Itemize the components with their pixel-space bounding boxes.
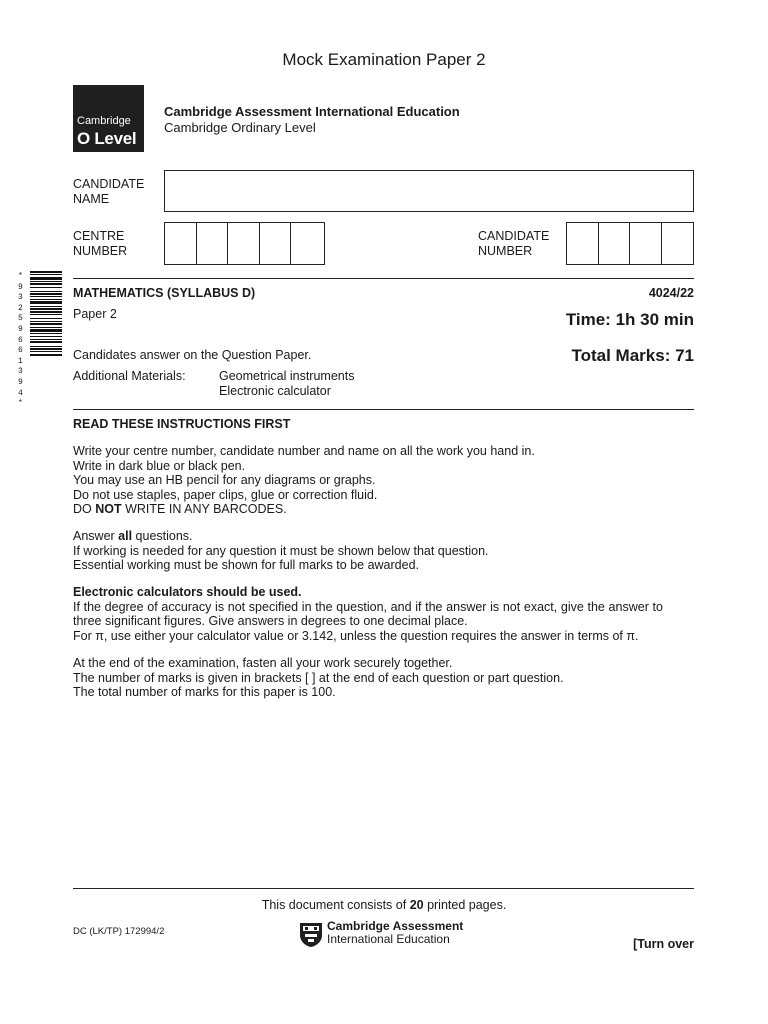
- instruction-line: three significant figures. Give answers in degrees to one decimal place.: [73, 614, 468, 629]
- divider: [73, 278, 694, 279]
- digit-box[interactable]: [260, 223, 292, 264]
- candidate-name-field[interactable]: [164, 170, 694, 212]
- material-item: Electronic calculator: [219, 383, 331, 398]
- total-marks: Total Marks: 71: [571, 346, 694, 365]
- candidate-number-label: [478, 229, 549, 259]
- digit-box[interactable]: [228, 223, 260, 264]
- cambridge-shield-icon: [299, 922, 323, 948]
- brand-wordmark: [327, 920, 463, 946]
- instruction-line: For π, use either your calculator value or 3.142, unless the question requires the answer in terms of π.: [73, 628, 639, 643]
- instruction-line: Write your centre number, candidate number and name on all the work you hand in.: [73, 444, 535, 458]
- instruction-line: [73, 502, 698, 517]
- brand-line-1: Cambridge Assessment: [327, 919, 464, 933]
- instruction-line: Do not use staples, paper clips, glue or correction fluid.: [73, 487, 378, 502]
- barcode-digits: [18, 272, 28, 410]
- footer-divider: [73, 888, 694, 889]
- centre-number-label: [73, 229, 127, 259]
- text-part: WRITE IN ANY BARCODES.: [121, 502, 287, 517]
- document-reference: DC (LK/TP) 172994/2: [73, 926, 165, 937]
- text-part: Answer: [73, 529, 119, 543]
- instruction-line: The total number of marks for this paper is 100.: [73, 685, 336, 700]
- digit-box[interactable]: [291, 223, 324, 264]
- cambridge-o-level-logo: [73, 85, 144, 152]
- centre-number-field[interactable]: [164, 222, 325, 265]
- instructions-heading: READ THESE INSTRUCTIONS FIRST: [73, 417, 291, 431]
- text-part: DO: [73, 502, 96, 517]
- brand-line-2: International Education: [327, 932, 450, 946]
- centre-number-label-line2: NUMBER: [73, 244, 128, 258]
- digit-box[interactable]: [567, 223, 599, 264]
- digit-box[interactable]: [165, 223, 197, 264]
- instruction-line: Write in dark blue or black pen.: [73, 458, 246, 473]
- time-allowed: Time: 1h 30 min: [565, 310, 694, 329]
- divider: [73, 409, 694, 410]
- barcode: [30, 271, 62, 407]
- instructions-block-2: [73, 529, 698, 573]
- turn-over: [Turn over: [633, 937, 694, 951]
- paper-code: 4024/22: [648, 286, 694, 300]
- calculator-heading: Electronic calculators should be used.: [73, 585, 302, 599]
- page-title: Mock Examination Paper 2: [282, 50, 486, 69]
- instruction-line: The number of marks is given in brackets [ ] at the end of each question or part question.: [73, 670, 564, 685]
- instruction-line: You may use an HB pencil for any diagrams or graphs.: [73, 473, 376, 488]
- candidate-name-label-line2: NAME: [73, 192, 110, 206]
- barcode-digits-text: * 9 3 2 5 9 6 6 1 3 9 4 *: [18, 272, 23, 409]
- instruction-line: If working is needed for any question it must be shown below that question.: [73, 543, 489, 558]
- materials-list: [219, 369, 354, 398]
- text-bold: all: [118, 529, 133, 543]
- instruction-line: [73, 529, 698, 544]
- candidate-number-label-line2: NUMBER: [478, 244, 533, 258]
- logo-line-2: O Level: [77, 129, 137, 148]
- page-count: [0, 898, 768, 912]
- candidate-number-label-line1: CANDIDATE: [478, 229, 550, 243]
- materials-label: Additional Materials:: [73, 369, 186, 383]
- text-bold: NOT: [95, 502, 122, 517]
- text-bold: 20: [409, 898, 424, 912]
- digit-box[interactable]: [599, 223, 631, 264]
- digit-box[interactable]: [630, 223, 662, 264]
- instruction-line: At the end of the examination, fasten all your work securely together.: [73, 656, 453, 670]
- paper-number: Paper 2: [73, 307, 117, 321]
- text-part: questions.: [132, 529, 193, 543]
- answer-note: Candidates answer on the Question Paper.: [73, 348, 312, 362]
- material-item: Geometrical instruments: [219, 369, 355, 383]
- instructions-block-3: [73, 585, 698, 643]
- digit-box[interactable]: [662, 223, 693, 264]
- digit-box[interactable]: [197, 223, 229, 264]
- org-subtitle: Cambridge Ordinary Level: [164, 120, 316, 135]
- text-part: printed pages.: [423, 898, 507, 912]
- subject: MATHEMATICS (SYLLABUS D): [73, 286, 256, 300]
- org-name: Cambridge Assessment International Education: [164, 104, 460, 119]
- candidate-name-label: [73, 177, 144, 207]
- text-part: This document consists of: [261, 898, 410, 912]
- centre-number-label-line1: CENTRE: [73, 229, 125, 243]
- logo-line-1: Cambridge: [77, 115, 131, 127]
- instructions-block-1: [73, 444, 698, 517]
- candidate-name-label-line1: CANDIDATE: [73, 177, 145, 191]
- instruction-line: Essential working must be shown for full marks to be awarded.: [73, 558, 419, 573]
- instructions-block-4: [73, 656, 698, 700]
- candidate-number-field[interactable]: [566, 222, 694, 265]
- instruction-line: If the degree of accuracy is not specified in the question, and if the answer is not exact, give the answer to: [73, 599, 663, 614]
